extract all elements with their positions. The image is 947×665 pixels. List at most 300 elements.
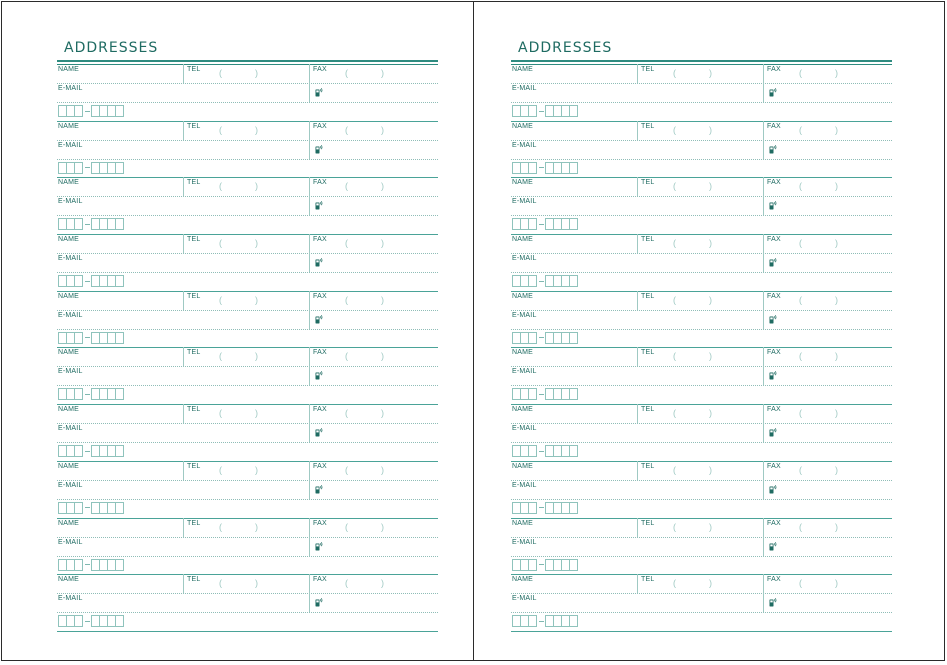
name-row <box>57 121 438 141</box>
address-entry <box>511 177 892 234</box>
fax-area-open-paren: ( <box>799 294 802 305</box>
email-label: E-MAIL <box>512 255 537 263</box>
fax-area-open-paren: ( <box>345 464 348 475</box>
email-label: E-MAIL <box>512 141 537 149</box>
fax-label: FAX <box>313 349 327 357</box>
name-label: NAME <box>58 122 80 130</box>
email-label: E-MAIL <box>58 368 83 376</box>
mobile-phone-icon <box>315 257 323 267</box>
name-row <box>57 461 438 481</box>
tel-area-close-paren: ) <box>255 578 258 589</box>
name-label: NAME <box>512 462 534 470</box>
postcode-box <box>569 218 578 230</box>
postcode-box <box>528 332 537 344</box>
postcode-boxes <box>58 388 123 400</box>
tel-area-open-paren: ( <box>673 351 676 362</box>
name-row <box>57 64 438 84</box>
postcode-row <box>511 272 892 292</box>
email-label: E-MAIL <box>58 595 83 603</box>
postcode-boxes <box>512 445 577 457</box>
column-divider <box>763 310 764 329</box>
column-divider <box>637 404 638 423</box>
postcode-row <box>57 556 438 576</box>
tel-label: TEL <box>187 576 201 584</box>
tel-label: TEL <box>641 462 655 470</box>
fax-label: FAX <box>767 519 781 527</box>
column-divider <box>763 121 764 140</box>
tel-area-open-paren: ( <box>673 238 676 249</box>
email-label: E-MAIL <box>58 85 83 92</box>
fax-label: FAX <box>767 462 781 470</box>
postcode-row <box>511 612 892 632</box>
tel-area-open-paren: ( <box>219 464 222 475</box>
tel-area-open-paren: ( <box>219 351 222 362</box>
name-label: NAME <box>512 576 534 584</box>
email-label: E-MAIL <box>512 595 537 603</box>
column-divider <box>309 121 310 140</box>
column-divider <box>763 234 764 253</box>
postcode-row <box>511 385 892 405</box>
postcode-dash <box>539 621 544 622</box>
fax-area-open-paren: ( <box>799 124 802 135</box>
column-divider <box>183 177 184 196</box>
tel-area-close-paren: ) <box>709 238 712 249</box>
column-divider <box>309 480 310 499</box>
postcode-boxes <box>512 559 577 571</box>
column-divider <box>763 518 764 537</box>
address-entry <box>57 347 438 404</box>
name-row <box>511 404 892 424</box>
postcode-row <box>511 556 892 576</box>
tel-label: TEL <box>187 236 201 244</box>
name-label: NAME <box>512 349 534 357</box>
column-divider <box>309 574 310 593</box>
postcode-boxes <box>512 105 577 117</box>
postcode-box <box>528 105 537 117</box>
address-entry <box>57 518 438 575</box>
column-divider <box>637 234 638 253</box>
postcode-box <box>528 162 537 174</box>
fax-area-open-paren: ( <box>799 68 802 78</box>
postcode-box <box>115 218 124 230</box>
email-row <box>57 83 438 103</box>
tel-area-close-paren: ) <box>709 408 712 419</box>
column-divider <box>763 253 764 272</box>
fax-label: FAX <box>767 66 781 73</box>
tel-label: TEL <box>187 462 201 470</box>
address-entry <box>57 234 438 291</box>
postcode-boxes <box>58 162 123 174</box>
email-row <box>57 253 438 273</box>
tel-area-close-paren: ) <box>255 68 258 78</box>
postcode-row <box>511 329 892 349</box>
postcode-boxes <box>58 559 123 571</box>
column-divider <box>637 64 638 83</box>
tel-area-close-paren: ) <box>709 68 712 78</box>
postcode-boxes <box>512 502 577 514</box>
fax-label: FAX <box>313 66 327 73</box>
fax-area-close-paren: ) <box>381 408 384 419</box>
tel-area-open-paren: ( <box>219 408 222 419</box>
name-row <box>511 177 892 197</box>
postcode-boxes <box>512 332 577 344</box>
postcode-dash <box>85 111 90 112</box>
postcode-dash <box>85 507 90 508</box>
email-label: E-MAIL <box>512 311 537 319</box>
fax-label: FAX <box>313 576 327 584</box>
tel-area-open-paren: ( <box>219 124 222 135</box>
mobile-phone-icon <box>315 484 323 494</box>
mobile-phone-icon <box>769 370 777 380</box>
fax-area-close-paren: ) <box>381 521 384 532</box>
column-divider <box>309 423 310 442</box>
postcode-box <box>115 445 124 457</box>
email-row <box>511 537 892 557</box>
tel-area-close-paren: ) <box>709 521 712 532</box>
fax-label: FAX <box>313 406 327 414</box>
postcode-row <box>57 442 438 462</box>
fax-area-close-paren: ) <box>381 294 384 305</box>
fax-area-close-paren: ) <box>381 351 384 362</box>
email-row <box>511 83 892 103</box>
tel-area-close-paren: ) <box>255 464 258 475</box>
email-label: E-MAIL <box>58 141 83 149</box>
address-entry <box>57 461 438 518</box>
column-divider <box>309 196 310 215</box>
name-row <box>511 574 892 594</box>
tel-label: TEL <box>641 349 655 357</box>
tel-area-close-paren: ) <box>709 294 712 305</box>
column-divider <box>309 310 310 329</box>
postcode-box <box>74 388 83 400</box>
postcode-box <box>74 502 83 514</box>
column-divider <box>309 253 310 272</box>
fax-area-close-paren: ) <box>835 578 838 589</box>
postcode-box <box>569 445 578 457</box>
postcode-boxes <box>58 332 123 344</box>
tel-label: TEL <box>641 576 655 584</box>
tel-area-open-paren: ( <box>219 578 222 589</box>
postcode-box <box>74 162 83 174</box>
mobile-phone-icon <box>315 427 323 437</box>
fax-area-close-paren: ) <box>381 464 384 475</box>
email-label: E-MAIL <box>512 198 537 206</box>
postcode-box <box>528 615 537 627</box>
name-label: NAME <box>58 236 80 244</box>
fax-label: FAX <box>313 236 327 244</box>
tel-label: TEL <box>641 236 655 244</box>
postcode-box <box>528 559 537 571</box>
name-label: NAME <box>512 66 534 73</box>
address-entries <box>57 64 438 631</box>
column-divider <box>763 461 764 480</box>
email-label: E-MAIL <box>58 538 83 546</box>
postcode-row <box>511 442 892 462</box>
column-divider <box>183 518 184 537</box>
name-row <box>511 234 892 254</box>
column-divider <box>637 518 638 537</box>
postcode-row <box>57 159 438 179</box>
name-row <box>57 234 438 254</box>
right-page <box>473 2 944 660</box>
fax-label: FAX <box>313 519 327 527</box>
name-label: NAME <box>58 179 80 187</box>
tel-area-open-paren: ( <box>673 294 676 305</box>
tel-area-close-paren: ) <box>255 351 258 362</box>
page-title: ADDRESSES <box>518 40 613 56</box>
tel-area-open-paren: ( <box>673 124 676 135</box>
left-page <box>2 2 473 660</box>
fax-area-open-paren: ( <box>799 351 802 362</box>
name-row <box>511 347 892 367</box>
postcode-row <box>57 612 438 632</box>
page-title: ADDRESSES <box>64 40 159 56</box>
mobile-phone-icon <box>769 541 777 551</box>
postcode-boxes <box>58 105 123 117</box>
postcode-boxes <box>512 275 577 287</box>
postcode-dash <box>539 111 544 112</box>
tel-area-open-paren: ( <box>673 464 676 475</box>
fax-area-open-paren: ( <box>345 68 348 78</box>
postcode-dash <box>539 564 544 565</box>
fax-area-close-paren: ) <box>381 578 384 589</box>
address-entry <box>511 518 892 575</box>
tel-label: TEL <box>641 179 655 187</box>
column-divider <box>763 291 764 310</box>
column-divider <box>183 121 184 140</box>
tel-area-close-paren: ) <box>709 181 712 192</box>
column-divider <box>763 423 764 442</box>
name-label: NAME <box>512 292 534 300</box>
email-label: E-MAIL <box>58 425 83 433</box>
mobile-phone-icon <box>769 200 777 210</box>
email-row <box>511 310 892 330</box>
postcode-boxes <box>58 275 123 287</box>
fax-area-close-paren: ) <box>381 68 384 78</box>
postcode-box <box>115 559 124 571</box>
tel-label: TEL <box>187 292 201 300</box>
postcode-boxes <box>58 218 123 230</box>
name-row <box>511 121 892 141</box>
column-divider <box>183 291 184 310</box>
address-entry <box>57 64 438 121</box>
address-entry <box>511 574 892 631</box>
tel-area-open-paren: ( <box>673 408 676 419</box>
mobile-phone-icon <box>769 144 777 154</box>
name-row <box>511 291 892 311</box>
tel-label: TEL <box>187 66 201 73</box>
column-divider <box>309 291 310 310</box>
postcode-dash <box>539 224 544 225</box>
fax-area-open-paren: ( <box>799 521 802 532</box>
email-label: E-MAIL <box>58 481 83 489</box>
tel-label: TEL <box>187 406 201 414</box>
email-label: E-MAIL <box>512 368 537 376</box>
column-divider <box>763 366 764 385</box>
mobile-phone-icon <box>769 597 777 607</box>
postcode-boxes <box>512 162 577 174</box>
name-label: NAME <box>512 122 534 130</box>
tel-area-close-paren: ) <box>255 521 258 532</box>
tel-area-open-paren: ( <box>219 294 222 305</box>
mobile-phone-icon <box>769 484 777 494</box>
postcode-box <box>569 105 578 117</box>
tel-label: TEL <box>187 519 201 527</box>
postcode-box <box>569 275 578 287</box>
address-entry <box>511 234 892 291</box>
postcode-box <box>74 559 83 571</box>
postcode-row <box>511 159 892 179</box>
postcode-box <box>74 615 83 627</box>
fax-label: FAX <box>767 406 781 414</box>
fax-area-open-paren: ( <box>345 351 348 362</box>
fax-area-open-paren: ( <box>799 408 802 419</box>
column-divider <box>183 461 184 480</box>
name-row <box>511 518 892 538</box>
tel-area-open-paren: ( <box>673 521 676 532</box>
tel-area-open-paren: ( <box>219 238 222 249</box>
email-label: E-MAIL <box>512 425 537 433</box>
tel-label: TEL <box>187 122 201 130</box>
postcode-dash <box>85 281 90 282</box>
column-divider <box>309 404 310 423</box>
tel-area-open-paren: ( <box>673 181 676 192</box>
postcode-box <box>569 615 578 627</box>
tel-area-close-paren: ) <box>255 294 258 305</box>
mobile-phone-icon <box>769 257 777 267</box>
column-divider <box>183 234 184 253</box>
tel-area-close-paren: ) <box>709 124 712 135</box>
fax-area-open-paren: ( <box>799 578 802 589</box>
postcode-boxes <box>58 502 123 514</box>
postcode-boxes <box>512 388 577 400</box>
fax-area-open-paren: ( <box>345 294 348 305</box>
fax-area-close-paren: ) <box>835 68 838 78</box>
column-divider <box>309 366 310 385</box>
name-label: NAME <box>58 519 80 527</box>
column-divider <box>763 480 764 499</box>
tel-label: TEL <box>187 349 201 357</box>
postcode-box <box>115 615 124 627</box>
name-row <box>57 177 438 197</box>
fax-area-open-paren: ( <box>345 578 348 589</box>
postcode-box <box>115 162 124 174</box>
column-divider <box>763 140 764 159</box>
address-entry <box>511 404 892 461</box>
column-divider <box>763 177 764 196</box>
fax-area-close-paren: ) <box>381 124 384 135</box>
email-row <box>511 423 892 443</box>
email-row <box>511 480 892 500</box>
postcode-box <box>74 445 83 457</box>
postcode-dash <box>85 224 90 225</box>
fax-label: FAX <box>767 292 781 300</box>
name-label: NAME <box>58 292 80 300</box>
mobile-phone-icon <box>315 87 323 97</box>
tel-label: TEL <box>641 66 655 73</box>
column-divider <box>763 64 764 83</box>
postcode-dash <box>85 167 90 168</box>
tel-label: TEL <box>641 122 655 130</box>
postcode-box <box>528 445 537 457</box>
email-row <box>57 366 438 386</box>
fax-area-close-paren: ) <box>835 238 838 249</box>
fax-area-close-paren: ) <box>381 181 384 192</box>
address-entry <box>511 291 892 348</box>
postcode-box <box>74 218 83 230</box>
tel-label: TEL <box>641 406 655 414</box>
address-entry <box>57 177 438 234</box>
fax-label: FAX <box>767 179 781 187</box>
fax-area-open-paren: ( <box>345 124 348 135</box>
fax-area-open-paren: ( <box>345 521 348 532</box>
fax-label: FAX <box>313 292 327 300</box>
email-row <box>57 140 438 160</box>
name-label: NAME <box>58 462 80 470</box>
email-row <box>57 480 438 500</box>
postcode-dash <box>539 451 544 452</box>
column-divider <box>637 574 638 593</box>
postcode-boxes <box>58 445 123 457</box>
tel-area-close-paren: ) <box>709 578 712 589</box>
column-divider <box>637 347 638 366</box>
column-divider <box>637 461 638 480</box>
tel-area-close-paren: ) <box>255 238 258 249</box>
name-label: NAME <box>58 349 80 357</box>
postcode-box <box>74 105 83 117</box>
postcode-dash <box>85 621 90 622</box>
address-entry <box>511 461 892 518</box>
column-divider <box>309 83 310 102</box>
address-entry <box>511 121 892 178</box>
fax-area-close-paren: ) <box>835 351 838 362</box>
tel-area-close-paren: ) <box>255 124 258 135</box>
name-label: NAME <box>512 236 534 244</box>
column-divider <box>763 83 764 102</box>
email-row <box>511 593 892 613</box>
email-row <box>57 537 438 557</box>
postcode-dash <box>85 564 90 565</box>
name-label: NAME <box>58 406 80 414</box>
mobile-phone-icon <box>769 314 777 324</box>
email-row <box>57 196 438 216</box>
fax-label: FAX <box>313 462 327 470</box>
postcode-row <box>57 272 438 292</box>
fax-label: FAX <box>313 122 327 130</box>
name-row <box>57 574 438 594</box>
postcode-row <box>57 215 438 235</box>
postcode-box <box>528 388 537 400</box>
fax-area-open-paren: ( <box>799 238 802 249</box>
email-label: E-MAIL <box>512 85 537 92</box>
mobile-phone-icon <box>769 427 777 437</box>
fax-label: FAX <box>767 122 781 130</box>
name-row <box>57 291 438 311</box>
mobile-phone-icon <box>315 370 323 380</box>
tel-label: TEL <box>641 519 655 527</box>
fax-label: FAX <box>767 349 781 357</box>
address-entry <box>511 347 892 404</box>
email-row <box>511 366 892 386</box>
address-entry <box>57 404 438 461</box>
postcode-dash <box>539 394 544 395</box>
tel-area-open-paren: ( <box>219 521 222 532</box>
postcode-row <box>57 499 438 519</box>
column-divider <box>309 537 310 556</box>
column-divider <box>637 121 638 140</box>
name-label: NAME <box>512 519 534 527</box>
postcode-boxes <box>58 615 123 627</box>
